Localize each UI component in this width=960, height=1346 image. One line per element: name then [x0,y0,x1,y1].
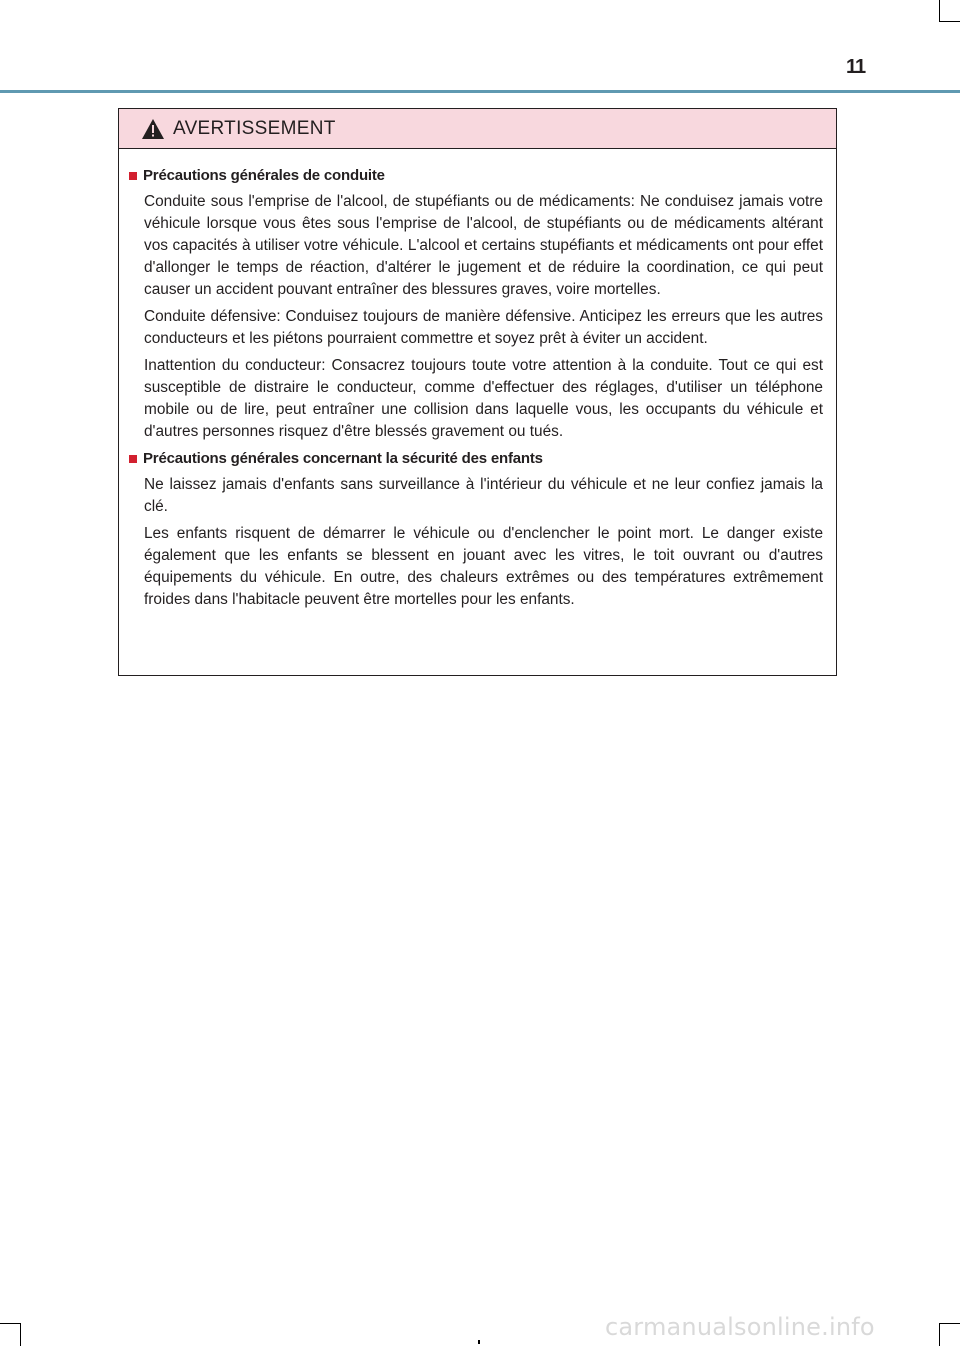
section-heading-text: Précautions générales de conduite [143,167,385,184]
warning-triangle-icon [141,118,165,140]
warning-box [118,108,837,676]
watermark: carmanualsonline.info [605,1313,875,1341]
crop-mark [20,1323,21,1346]
header-rule [0,90,960,93]
paragraph: Les enfants risquent de démarrer le véhicule ou d'enclencher le point mort. Le danger existe également que les enfants se blessent en jouant avec les vitres, le toit ouvrant ou d'autres équipements du véhicule. En outre, des chaleurs extrêmes ou des températures extrêmement froides dans l'habitacle peuvent être mortelles pour les enfants. [144,525,823,608]
paragraph: Ne laissez jamais d'enfants sans surveillance à l'intérieur du véhicule et ne leur confiez jamais la clé. [144,476,823,515]
red-square-bullet-icon [129,172,137,180]
section-heading [129,448,823,470]
warning-header [119,109,836,149]
crop-mark [940,21,960,22]
crop-mark [939,1323,940,1346]
center-mark [478,1340,480,1344]
crop-mark [940,1323,960,1324]
crop-mark [939,0,940,22]
warning-body [119,149,836,611]
paragraph: Conduite défensive: Conduisez toujours de manière défensive. Anticipez les erreurs que les autres conducteurs et les piétons pourraient commettre et soyez prêt à éviter un accident. [144,308,823,347]
page-number: 11 [846,56,866,78]
crop-mark [0,1323,20,1324]
red-square-bullet-icon [129,455,137,463]
paragraph: Inattention du conducteur: Consacrez toujours toute votre attention à la conduite. Tout ce qui est susceptible de distraire le conducteur, comme d'effectuer des réglages, d'utiliser un téléphone mobile ou de lire, peut entraîner une collision dans laquelle vous, les occupants du véhicule et d'autres personnes risquez d'être blessés gravement ou tués. [144,357,823,440]
section-heading-text: Précautions générales concernant la sécurité des enfants [143,450,543,467]
paragraph: Conduite sous l'emprise de l'alcool, de stupéfiants ou de médicaments: Ne conduisez jamais votre véhicule lorsque vous êtes sous l'emprise de l'alcool, de stupéfiants ou de médicaments altérant vos capacités à utiliser votre véhicule. L'alcool et certains stupéfiants et médicaments ont pour effet d'allonger le temps de réaction, d'altérer le jugement et de réduire la coordination, ce qui peut causer un accident pouvant entraîner des blessures graves, voire mortelles. [144,193,823,298]
section-heading [129,165,823,187]
warning-title: AVERTISSEMENT [173,117,336,139]
